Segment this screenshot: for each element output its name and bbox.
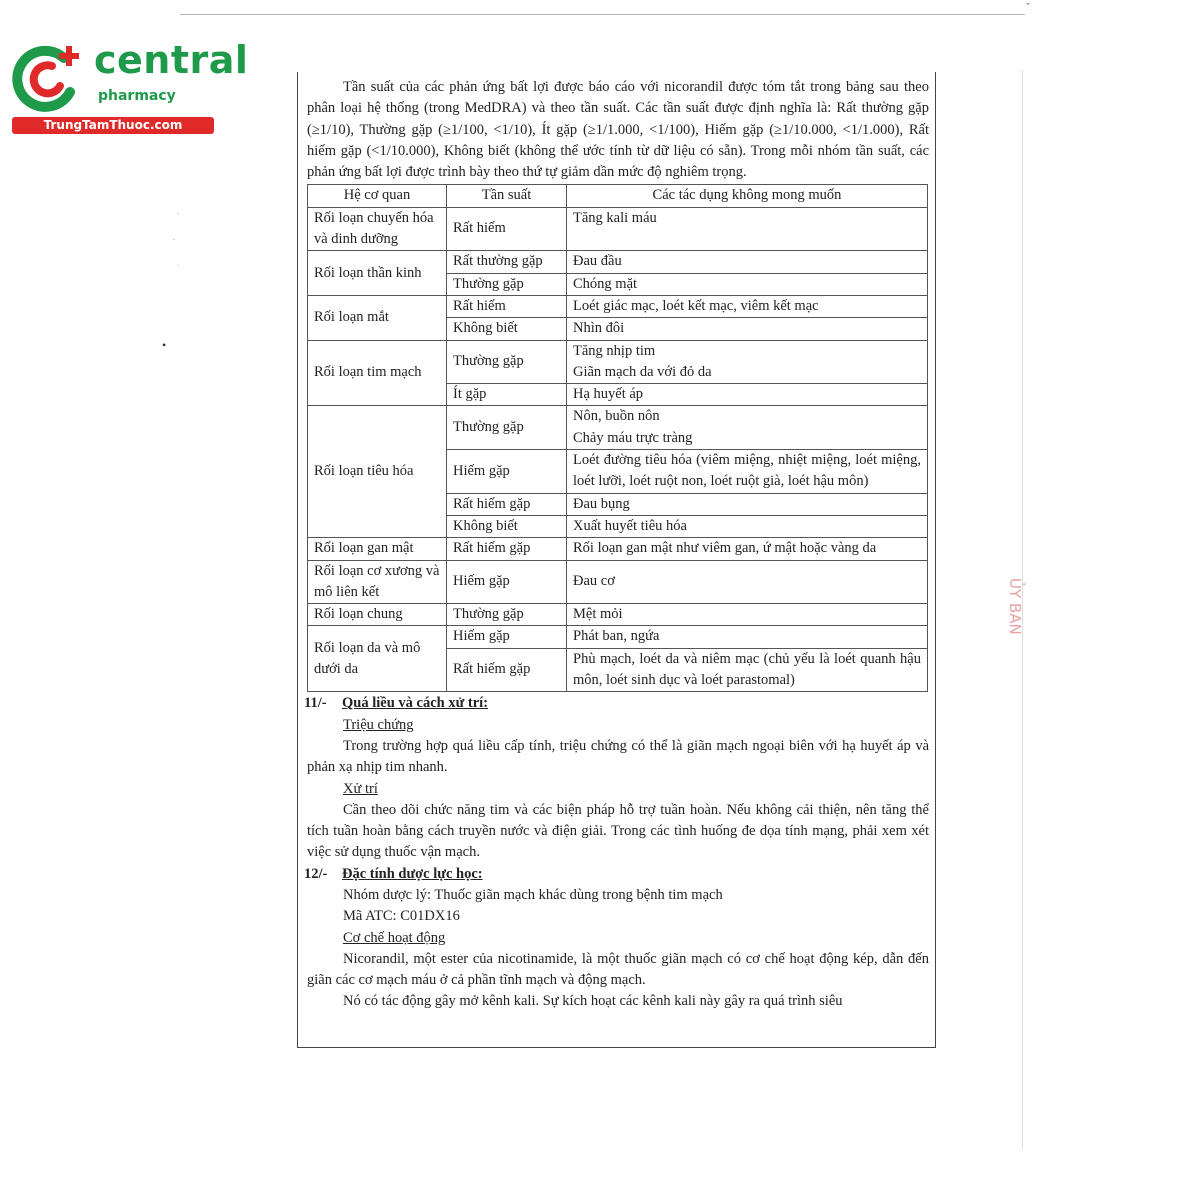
table-row xyxy=(308,560,928,604)
symptoms-heading: Triệu chứng xyxy=(343,716,414,733)
effect-cell: Xuất huyết tiêu hóa xyxy=(567,515,928,537)
frequency-cell: Thường gặp xyxy=(447,340,567,384)
section-title: Quá liều và cách xử trí: xyxy=(342,695,489,712)
effect-cell: Phù mạch, loét da và niêm mạc (chủ yếu là loét quanh hậu môn, loét sinh dục và loét parastomal) xyxy=(567,648,928,692)
table-row xyxy=(308,251,928,273)
frequency-cell: Rất hiếm xyxy=(447,295,567,317)
section-11-heading xyxy=(298,693,935,714)
effect-cell: Tăng nhịp tim Giãn mạch da với đỏ da xyxy=(567,340,928,384)
pharmacologic-group: Nhóm dược lý: Thuốc giãn mạch khác dùng trong bệnh tim mạch xyxy=(343,886,723,903)
organ-cell: Rối loạn cơ xương và mô liên kết xyxy=(308,560,447,604)
table-header-row xyxy=(308,185,928,207)
treatment-heading: Xử trí xyxy=(343,780,378,797)
frequency-cell: Không biết xyxy=(447,515,567,537)
table-row xyxy=(308,604,928,626)
frequency-cell: Rất hiếm xyxy=(447,207,567,251)
frequency-cell: Hiếm gặp xyxy=(447,450,567,494)
frequency-cell: Thường gặp xyxy=(447,604,567,626)
scan-edge-line xyxy=(180,14,1025,15)
atc-code: Mã ATC: C01DX16 xyxy=(343,908,460,925)
frequency-cell: Rất hiếm gặp xyxy=(447,648,567,692)
effect-cell: Loét đường tiêu hóa (viêm miệng, nhiệt miệng, loét miệng, loét lưỡi, loét ruột non, loét ruột già, loét hậu môn) xyxy=(567,450,928,494)
frequency-cell: Thường gặp xyxy=(447,273,567,295)
section-title: Đặc tính dược lực học: xyxy=(342,865,483,882)
mechanism-heading: Cơ chế hoạt động xyxy=(343,929,446,946)
organ-cell: Rối loạn tim mạch xyxy=(308,340,447,406)
frequency-cell: Rất hiếm gặp xyxy=(447,493,567,515)
effect-cell: Tăng kali máu xyxy=(567,207,928,251)
section-number: 12/- xyxy=(304,865,328,882)
frequency-cell: Hiếm gặp xyxy=(447,626,567,648)
effect-cell: Loét giác mạc, loét kết mạc, viêm kết mạc xyxy=(567,295,928,317)
organ-cell: Rối loạn thần kinh xyxy=(308,251,447,296)
red-stamp-fragment: ỦY BAN xyxy=(1006,578,1024,635)
effect-cell: Mệt mỏi xyxy=(567,604,928,626)
table-row xyxy=(308,538,928,560)
organ-cell: Rối loạn tiêu hóa xyxy=(308,406,447,538)
frequency-cell: Rất hiếm gặp xyxy=(447,538,567,560)
document-page xyxy=(297,72,936,1048)
table-row xyxy=(308,406,928,450)
table-row xyxy=(308,295,928,317)
organ-cell: Rối loạn chuyển hóa và dinh dưỡng xyxy=(308,207,447,251)
logo-url-badge: TrungTamThuoc.com xyxy=(12,117,214,134)
central-pharmacy-logo[interactable] xyxy=(8,36,249,136)
frequency-cell: Không biết xyxy=(447,318,567,340)
treatment-paragraph: Cần theo dõi chức năng tim và các biện pháp hỗ trợ tuần hoàn. Nếu không cải thiện, nên tăng thể tích tuần hoàn bằng cách truyền nước và điện giải. Trong các tình huống đe dọa tính mạng, phải xem xét việc sử dụng thuốc vận mạch. xyxy=(307,801,929,861)
mechanism-paragraph: Nicorandil, một ester của nicotinamide, là một thuốc giãn mạch có cơ chế hoạt động kép, dẫn đến giãn các cơ mạch máu ở cả phần tĩnh mạch và động mạch. xyxy=(307,950,929,989)
frequency-cell: Thường gặp xyxy=(447,406,567,450)
effect-cell: Đau cơ xyxy=(567,560,928,604)
effect-cell: Phát ban, ngứa xyxy=(567,626,928,648)
section-12-heading xyxy=(298,864,935,885)
mechanism-paragraph-cont: Nó có tác động gây mở kênh kali. Sự kích hoạt các kênh kali này gây ra quá trình siêu xyxy=(343,993,843,1010)
effect-cell: Hạ huyết áp xyxy=(567,384,928,406)
pharmacy-cross-logo-icon xyxy=(12,40,86,114)
effect-cell: Chóng mặt xyxy=(567,273,928,295)
header-frequency: Tần suất xyxy=(447,185,567,207)
effect-cell: Nôn, buồn nôn Chảy máu trực tràng xyxy=(567,406,928,450)
organ-cell: Rối loạn mắt xyxy=(308,295,447,340)
adverse-reactions-table xyxy=(307,184,928,692)
effect-cell: Đau bụng xyxy=(567,493,928,515)
table-row xyxy=(308,340,928,384)
frequency-cell: Rất thường gặp xyxy=(447,251,567,273)
effect-cell: Nhìn đôi xyxy=(567,318,928,340)
table-row xyxy=(308,207,928,251)
intro-paragraph: Tần suất của các phản ứng bất lợi được báo cáo với nicorandil được tóm tắt trong bảng sau theo phân loại hệ thống (trong MedDRA) và theo tần suất. Các tần suất được định nghĩa là: Rất thường gặp (≥1/10), Thường gặp (≥1/100, <1/10), Ít gặp (≥1/1.000, <1/100), Hiếm gặp (≥1/10.000, <1/1.000), Rất hiếm gặp (<1/10.000), Không biết (không thể ước tính từ dữ liệu có sẵn). Trong mỗi nhóm tần suất, các phản ứng bất lợi được trình bày theo thứ tự giảm dần mức độ nghiêm trọng. xyxy=(307,79,929,181)
organ-cell: Rối loạn chung xyxy=(308,604,447,626)
effect-cell: Rối loạn gan mật như viêm gan, ứ mật hoặc vàng da xyxy=(567,538,928,560)
symptoms-paragraph: Trong trường hợp quá liều cấp tính, triệu chứng có thể là giãn mạch ngoại biên với hạ huyết áp và phản xạ nhịp tim nhanh. xyxy=(307,737,929,776)
organ-cell: Rối loạn gan mật xyxy=(308,538,447,560)
scan-mark: ˇ xyxy=(1026,0,1030,14)
header-organ-system: Hệ cơ quan xyxy=(308,185,447,207)
frequency-cell: Hiếm gặp xyxy=(447,560,567,604)
frequency-cell: Ít gặp xyxy=(447,384,567,406)
table-row xyxy=(308,626,928,648)
header-effects: Các tác dụng không mong muốn xyxy=(567,185,928,207)
organ-cell: Rối loạn da và mô dưới da xyxy=(308,626,447,692)
section-number: 11/- xyxy=(304,695,327,712)
logo-subtitle: pharmacy xyxy=(98,88,176,104)
effect-cell: Đau đầu xyxy=(567,251,928,273)
logo-wordmark: central xyxy=(94,38,249,82)
